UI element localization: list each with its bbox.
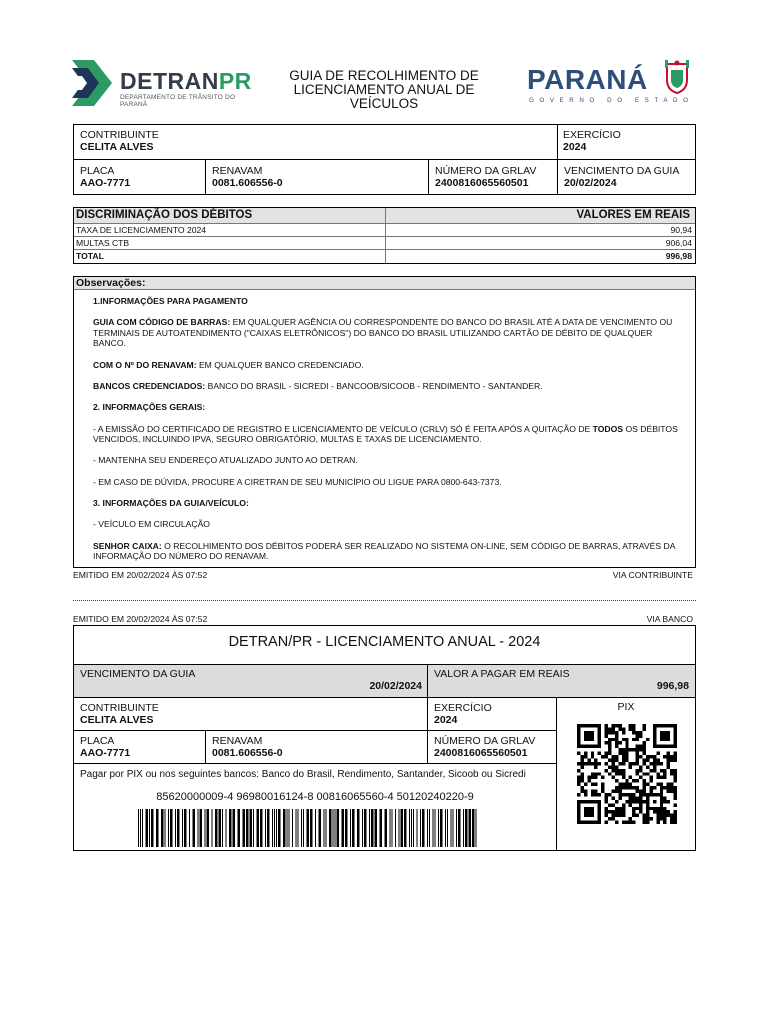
slip-contribuinte-cell (74, 699, 427, 726)
pix-qr-code-icon (574, 724, 680, 824)
pay-instructions: Pagar por PIX ou nos seguintes bancos: Banco do Brasil, Rendimento, Santander, Sicoob ou Sicredi (80, 769, 526, 780)
title-line: VEÍCULOS (349, 96, 419, 111)
field-value: CELITA ALVES (80, 141, 154, 153)
exercicio-cell (557, 126, 695, 153)
renavam-cell (206, 162, 428, 189)
field-value: AAO-7771 (80, 747, 131, 759)
observations-header: Observações: (74, 277, 695, 290)
vehicle-info-box (73, 124, 696, 195)
table-row (74, 223, 695, 236)
field-value: 2024 (563, 141, 587, 153)
slip-valor-cell (428, 665, 695, 697)
field-label: CONTRIBUINTE (80, 702, 159, 714)
field-value: AAO-7771 (80, 177, 131, 189)
document-title (268, 69, 500, 111)
slip-placa-cell (74, 732, 205, 759)
field-value: 996,98 (656, 680, 689, 692)
field-label: RENAVAM (212, 165, 263, 177)
paragraph-text: - A EMISSÃO DO CERTIFICADO DE REGISTRO E LICENCIAMENTO DE VEÍCULO (CRLV) SÓ É FEITA APÓS A QUITAÇÃO DE (93, 423, 593, 434)
paragraph-text: OS DÉBITOS VENCIDOS, INCLUINDO IPVA, SEGURO OBRIGATÓRIO, MULTAS E TAXAS DE LICENCIAMENTO. (93, 423, 678, 445)
parana-logo-subtitle: GOVERNO DO ESTADO (529, 97, 694, 104)
grlav-cell (429, 162, 557, 189)
detran-logo-wordmark: DETRANPR (120, 68, 252, 94)
paragraph-text: - MANTENHA SEU ENDEREÇO ATUALIZADO JUNTO AO DETRAN. (93, 455, 358, 466)
field-label: VENCIMENTO DA GUIA (564, 165, 680, 177)
detran-logo (72, 58, 252, 108)
barcode (136, 809, 496, 847)
parana-logo (527, 58, 697, 108)
field-value: 0081.606556-0 (212, 177, 283, 189)
debit-desc: TAXA DE LICENCIAMENTO 2024 (76, 225, 207, 235)
digitable-line: 85620000009-4 96980016124-8 00816065560-4 50120240220-9 (156, 791, 474, 803)
paragraph-text: BANCO DO BRASIL - SICREDI - BANCOOB/SICOOB - RENDIMENTO - SANTANDER. (205, 381, 543, 392)
field-label: RENAVAM (212, 735, 263, 747)
debits-header-value: VALORES EM REAIS (386, 208, 695, 223)
slip-title: DETRAN/PR - LICENCIAMENTO ANUAL - 2024 (228, 634, 541, 650)
title-line: LICENCIAMENTO ANUAL DE (293, 82, 475, 97)
vencimento-cell (558, 162, 695, 189)
slip-grlav-cell (428, 732, 556, 759)
slip-renavam-cell (206, 732, 427, 759)
bank-slip (73, 625, 696, 851)
title-line: GUIA DE RECOLHIMENTO DE (289, 68, 479, 83)
slip-vencimento-cell (74, 665, 427, 697)
field-value: 2400816065560501 (435, 177, 529, 189)
debit-desc: MULTAS CTB (76, 238, 130, 248)
observations-box (73, 276, 696, 568)
field-value: 0081.606556-0 (212, 747, 283, 759)
debits-header-desc: DISCRIMINAÇÃO DOS DÉBITOS (74, 208, 385, 223)
via-banco: VIA BANCO (646, 614, 693, 624)
slip-exercicio-cell (428, 699, 556, 726)
inline-bold: SENHOR CAIXA: (93, 540, 162, 551)
field-label: NÚMERO DA GRLAV (434, 735, 536, 747)
section-title: 3. INFORMAÇÕES DA GUIA/VEÍCULO: (93, 498, 249, 509)
field-value: 20/02/2024 (369, 680, 422, 692)
paragraph-text: EM QUALQUER AGÊNCIA OU CORRESPONDENTE DO BANCO DO BRASIL ATÉ A DATA DE VENCIMENTO OU TERMINAIS DE AUTOATENDIMENTO ("CAIXAS ELETRÔNICOS") DO BANCO DO BRASIL UTILIZANDO CARTÃO DE DÉBITO DE QUALQUER BANCO. (93, 317, 673, 349)
inline-bold: BANCOS CREDENCIADOS: (93, 381, 206, 392)
emitido-contribuinte: EMITIDO EM 20/02/2024 ÀS 07:52 (73, 570, 208, 580)
debits-table (73, 207, 696, 264)
field-label: EXERCÍCIO (434, 702, 492, 714)
paragraph-text: - EM CASO DE DÚVIDA, PROCURE A CIRETRAN DE SEU MUNICÍPIO OU LIGUE PARA 0800-643-7373. (93, 476, 502, 487)
inline-bold: COM O Nº DO RENAVAM: (93, 359, 197, 370)
section-title: 2. INFORMAÇÕES GERAIS: (93, 402, 206, 413)
detran-logo-mark (72, 60, 112, 106)
contribuinte-cell (74, 126, 554, 153)
debit-value: 996,98 (665, 251, 692, 261)
field-label: NÚMERO DA GRLAV (435, 165, 537, 177)
via-contribuinte: VIA CONTRIBUINTE (612, 570, 693, 580)
paragraph-text: EM QUALQUER BANCO CREDENCIADO. (196, 359, 364, 370)
observations-body (93, 296, 683, 572)
debit-value: 906,04 (665, 238, 692, 248)
section-title: 1.INFORMAÇÕES PARA PAGAMENTO (93, 296, 248, 306)
field-label: VALOR A PAGAR EM REAIS (434, 668, 570, 680)
emitido-banco: EMITIDO EM 20/02/2024 ÀS 07:52 (73, 614, 208, 624)
inline-bold: GUIA COM CÓDIGO DE BARRAS: (93, 317, 231, 328)
field-value: CELITA ALVES (80, 714, 154, 726)
table-row (74, 236, 695, 249)
inline-bold: TODOS (592, 423, 624, 434)
field-value: 2024 (434, 714, 458, 726)
placa-cell (74, 162, 205, 189)
field-label: PLACA (80, 735, 115, 747)
field-label: CONTRIBUINTE (80, 129, 159, 141)
field-value: 2400816065560501 (434, 747, 528, 759)
parana-logo-wordmark: PARANÁ (527, 64, 648, 95)
field-label: EXERCÍCIO (563, 129, 621, 141)
paragraph-text: O RECOLHIMENTO DOS DÉBITOS PODERÁ SER REALIZADO NO SISTEMA ON-LINE, SEM CÓDIGO DE BARRAS, ATRAVÉS DA INFORMAÇÃO DO NÚMERO DO RENAVAM. (93, 540, 675, 562)
parana-coat-of-arms-icon (663, 60, 691, 94)
field-label: PLACA (80, 165, 115, 177)
pix-label: PIX (617, 701, 635, 713)
debit-desc: TOTAL (76, 251, 104, 261)
field-label: VENCIMENTO DA GUIA (80, 668, 196, 680)
cut-line (73, 600, 696, 601)
table-row-total (74, 249, 695, 262)
detran-logo-subtitle: DEPARTAMENTO DE TRÂNSITO DO PARANÁ (120, 94, 236, 108)
paragraph-text: - VEÍCULO EM CIRCULAÇÃO (93, 519, 210, 530)
debit-value: 90,94 (670, 225, 692, 235)
field-value: 20/02/2024 (564, 177, 617, 189)
